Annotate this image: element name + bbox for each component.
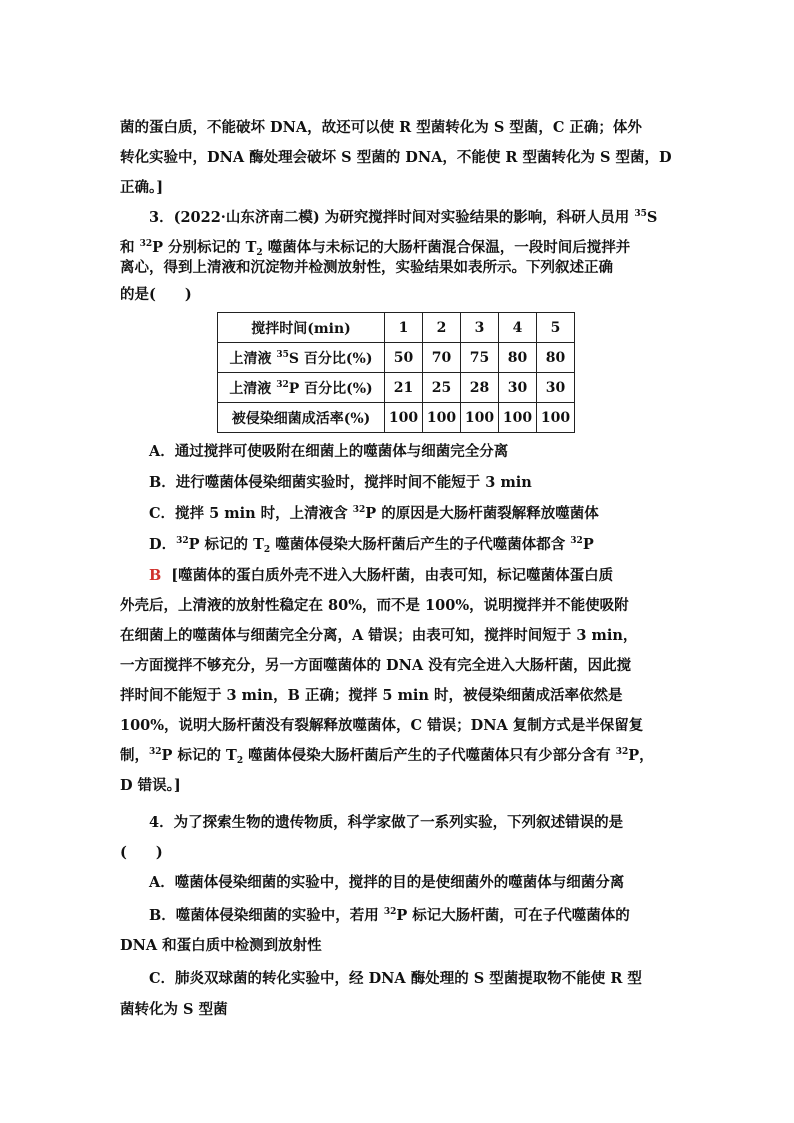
- table-cell: 25: [423, 373, 461, 403]
- table-cell: 21: [385, 373, 423, 403]
- table-header-label: 搅拌时间(min): [218, 313, 385, 343]
- q3-option-b: B．进行噬菌体侵染细菌实验时，搅拌时间不能短于 3 min: [149, 474, 532, 491]
- q4-option-c-line-1: C．肺炎双球菌的转化实验中，经 DNA 酶处理的 S 型菌提取物不能使 R 型: [149, 970, 642, 987]
- table-row-label: 上清液 $^{35}$S 百分比(%): [218, 343, 385, 373]
- answer-letter: B: [149, 567, 162, 584]
- q3-explanation-line-4: 一方面搅拌不够充分，另一方面噬菌体的 DNA 没有完全进入大肠杆菌，因此搅: [120, 657, 632, 674]
- q3-explanation-line-3: 在细菌上的噬菌体与细菌完全分离，A 错误；由表可知，搅拌时间短于 3 min，: [120, 627, 638, 644]
- table-cell: 50: [385, 343, 423, 373]
- table-cell: 30: [537, 373, 575, 403]
- prev-explanation-line-3: 正确。]: [120, 179, 164, 196]
- table-cell: 100: [423, 403, 461, 433]
- table-header-cell: 1: [385, 313, 423, 343]
- q3-stem-line-3: 离心，得到上清液和沉淀物并检测放射性，实验结果如表所示。下列叙述正确: [120, 259, 613, 276]
- table-cell: 70: [423, 343, 461, 373]
- q3-stem-line-4: 的是( ): [120, 286, 192, 303]
- table-cell: 75: [461, 343, 499, 373]
- q4-option-b-line-2: DNA 和蛋白质中检测到放射性: [120, 937, 322, 954]
- q3-explanation-line-7: 制，$^{32}$P 标记的 $T_2$ 噬菌体侵染大肠杆菌后产生的子代噬菌体只有少部分含有 $^{32}$P，: [120, 747, 654, 766]
- q3-explanation-line-8: D 错误。]: [120, 777, 181, 794]
- table-cell: 80: [499, 343, 537, 373]
- table-cell: 28: [461, 373, 499, 403]
- table-row: [218, 403, 575, 433]
- q3-option-d: D．$^{32}$P 标记的 $T_2$ 噬菌体侵染大肠杆菌后产生的子代噬菌体都含 $^{32}$P: [149, 536, 594, 555]
- table-cell: 100: [499, 403, 537, 433]
- table-header-cell: 4: [499, 313, 537, 343]
- q4-stem-line-2: ( ): [120, 844, 163, 861]
- table-header-row: [218, 313, 575, 343]
- q4-stem-line-1: 4．为了探索生物的遗传物质，科学家做了一系列实验，下列叙述错误的是: [149, 814, 624, 831]
- q3-stem-line-2: 和 $^{32}$P 分别标记的 $T_2$ 噬菌体与未标记的大肠杆菌混合保温，一段时间后搅拌并: [120, 239, 631, 258]
- prev-explanation-line-1: 菌的蛋白质，不能破坏 DNA，故还可以使 R 型菌转化为 S 型菌，C 正确；体外: [120, 119, 642, 136]
- prev-explanation-line-2: 转化实验中，DNA 酶处理会破坏 S 型菌的 DNA，不能使 R 型菌转化为 S 型菌，D: [120, 149, 672, 166]
- table-header-cell: 5: [537, 313, 575, 343]
- table-header-cell: 3: [461, 313, 499, 343]
- table-cell: 100: [385, 403, 423, 433]
- table-cell: 80: [537, 343, 575, 373]
- table-cell: 100: [537, 403, 575, 433]
- table-cell: 30: [499, 373, 537, 403]
- q3-explanation-line-2: 外壳后，上清液的放射性稳定在 80%，而不是 100%，说明搅拌并不能使吸附: [120, 597, 629, 614]
- q3-explanation-line-6: 100%，说明大肠杆菌没有裂解释放噬菌体，C 错误；DNA 复制方式是半保留复: [120, 717, 644, 734]
- q3-explanation-line-1: B [噬菌体的蛋白质外壳不进入大肠杆菌，由表可知，标记噬菌体蛋白质: [149, 567, 614, 584]
- q4-option-b-line-1: B．噬菌体侵染细菌的实验中，若用 $^{32}$P 标记大肠杆菌，可在子代噬菌体的: [149, 907, 630, 924]
- table-row-label: 被侵染细菌成活率(%): [218, 403, 385, 433]
- q3-explanation-line-5: 拌时间不能短于 3 min，B 正确；搅拌 5 min 时，被侵染细菌成活率依然是: [120, 687, 623, 704]
- table-row: [218, 343, 575, 373]
- table-cell: 100: [461, 403, 499, 433]
- q3-stem-line-1: 3．(2022·山东济南二模) 为研究搅拌时间对实验结果的影响，科研人员用 $^{35}$S: [149, 209, 658, 226]
- table-header-cell: 2: [423, 313, 461, 343]
- q4-option-a: A．噬菌体侵染细菌的实验中，搅拌的目的是使细菌外的噬菌体与细菌分离: [149, 874, 625, 891]
- q3-option-a: A．通过搅拌可使吸附在细菌上的噬菌体与细菌完全分离: [149, 443, 509, 460]
- table-row: [218, 373, 575, 403]
- experiment-table: [217, 312, 575, 433]
- q3-option-c: C．搅拌 5 min 时，上清液含 $^{32}$P 的原因是大肠杆菌裂解释放噬菌体: [149, 505, 599, 522]
- table-row-label: 上清液 $^{32}$P 百分比(%): [218, 373, 385, 403]
- q4-option-c-line-2: 菌转化为 S 型菌: [120, 1001, 228, 1018]
